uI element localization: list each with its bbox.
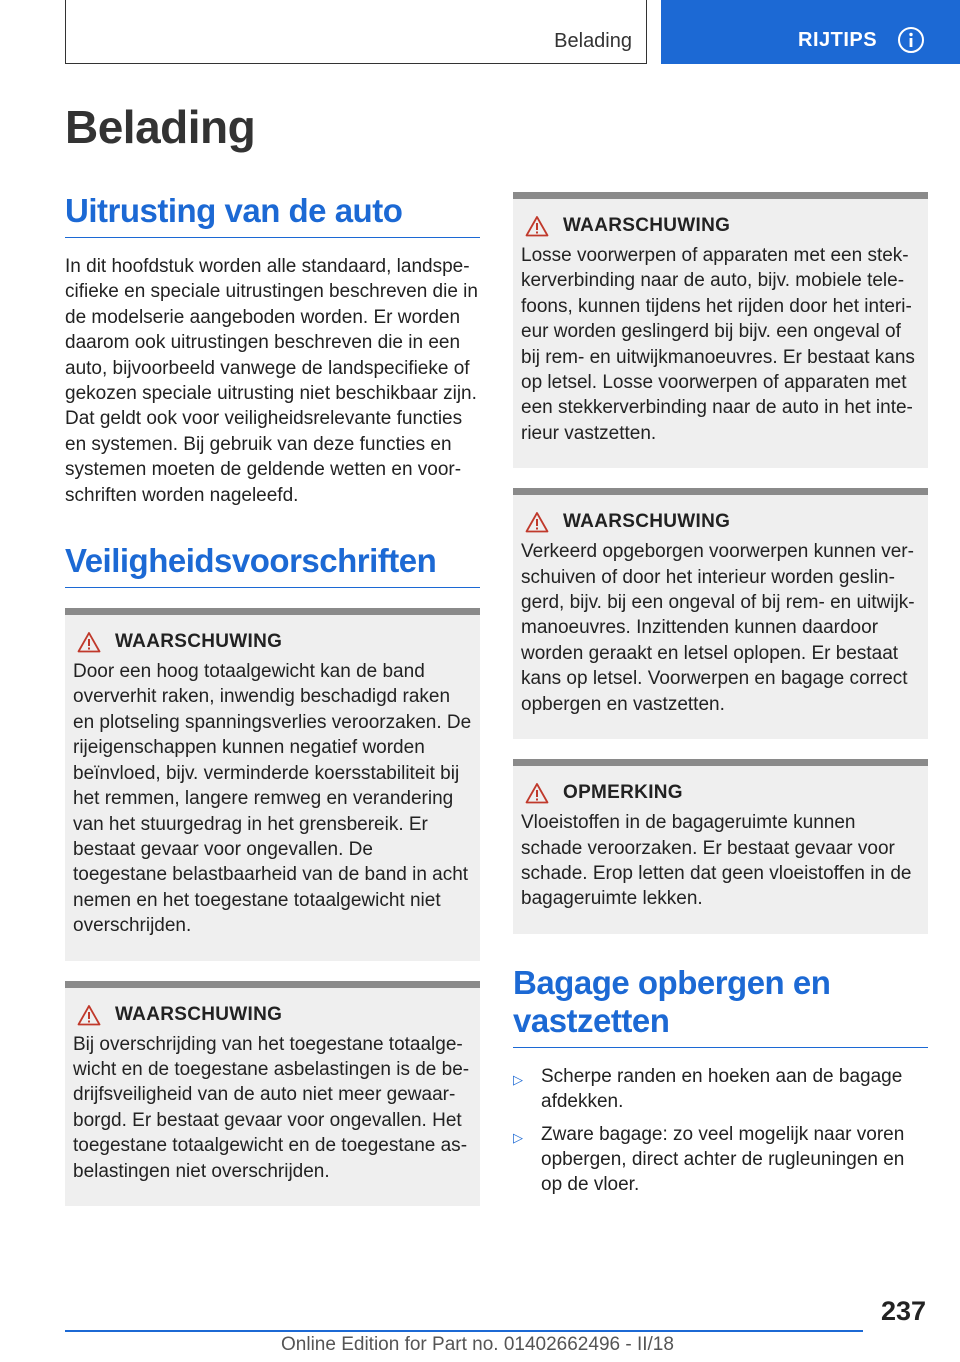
triangle-bullet-icon: ▷	[513, 1129, 523, 1145]
warning-text: Verkeerd opgeborgen voorwerpen kunnen verschuiven of door het interieur worden geslingerd, bijv. bij een ongeval of bij rem- en uitwijkmanoeuvres. Inzittenden kunnen daardoor worden geraakt en letsel oplopen. Er bestaat kans op letsel. Voorwerpen en bagage correct opbergen en vastzetten.	[521, 541, 915, 715]
section-heading-veiligheid: Veiligheidsvoorschriften	[65, 542, 480, 588]
intro-paragraph: In dit hoofdstuk worden alle standaard, landspecifieke en speciale uitrustingen beschreven die in de modelserie aangeboden worden. Er worden daarom ook uitrustingen beschreven die in een auto, bijvoorbeeld vanwege de landspecifieke of gekozen speciale uitrusting niet beschikbaar zijn. Dat geldt ook voor veiligheidsrelevante functies en systemen. Bij gebruik van deze functies en systemen moeten de geldende wetten en voorschriften worden nageleefd.	[65, 256, 478, 506]
triangle-bullet-icon: ▷	[513, 1071, 523, 1087]
warning-text: Losse voorwerpen of apparaten met een stekkerverbinding naar de auto, bijv. mobiele telefoons, kunnen tijdens het rijden door het interieur worden geslingerd bij bijv. een ongeval of bij rem- en uitwijkmanoeuvres. Er bestaat kans op letsel. Losse voorwerpen of apparaten met een stekkerverbinding naar de auto in het interieur vastzetten.	[521, 245, 915, 444]
warning-text: Bij overschrijding van het toegestane totaalgewicht en de toegestane asbelastingen is de bedrijfsveiligheid van de auto niet meer gewaarborgd. Er bestaat gevaar voor ongevallen. Het toegestane totaalgewicht en de toegestane asbelastingen niet overschrijden.	[73, 1033, 470, 1182]
section-heading-bagage: Bagage opbergen en vastzetten	[513, 964, 928, 1048]
note-text: Vloeistoffen in de bagageruimte kunnen schade veroorzaken. Er bestaat gevaar voor schade. Erop letten dat geen vloeistoffen in de bagageruimte lekken.	[521, 812, 912, 910]
info-icon	[897, 26, 925, 54]
note-box	[513, 759, 928, 934]
warning-triangle-icon	[77, 1004, 101, 1026]
warning-box	[65, 981, 480, 1206]
header-section-title: Belading	[554, 30, 632, 52]
page-title: Belading	[65, 101, 256, 153]
warning-title: WAARSCHUWING	[563, 215, 731, 236]
warning-triangle-icon	[525, 215, 549, 237]
warning-triangle-icon	[525, 511, 549, 533]
list-item	[513, 1122, 928, 1198]
list-item-text: Scherpe randen en hoeken aan de bagage afdekken.	[541, 1065, 903, 1113]
warning-box	[513, 488, 928, 739]
header-bar	[65, 0, 647, 64]
footer-divider	[65, 1330, 863, 1332]
warning-text: Door een hoog totaalgewicht kan de band oververhit raken, inwendig beschadigd raken en plotseling spanningsverlies veroorzaken. De rijeigenschappen kunnen negatief worden beïnvloed, bijv. verminderde koersstabiliteit bij het remmen, langere remweg en verandering van het stuurgedrag in het grensbereik. Er bestaat gevaar voor ongevallen. De toegestane belastbaarheid van de band in acht nemen en het toegestane totaalgewicht niet overschrijden.	[73, 661, 472, 937]
edition-footer: Online Edition for Part no. 01402662496 - II/18	[281, 1334, 674, 1355]
warning-box	[65, 608, 480, 960]
warning-title: WAARSCHUWING	[115, 631, 283, 653]
warning-title: WAARSCHUWING	[115, 1003, 283, 1025]
warning-box	[513, 192, 928, 468]
tips-label: RIJTIPS	[798, 29, 878, 51]
page-number: 237	[880, 1296, 926, 1326]
warning-triangle-icon	[77, 631, 101, 653]
warning-title: WAARSCHUWING	[563, 511, 731, 533]
section-heading-uitrusting: Uitrusting van de auto	[65, 192, 480, 238]
list-item-text: Zware bagage: zo veel mogelijk naar voren opbergen, direct achter de rugleuningen en op de vloer.	[541, 1123, 905, 1196]
tips-tab[interactable]	[661, 0, 960, 64]
list-item	[513, 1064, 928, 1115]
warning-triangle-icon	[525, 782, 549, 804]
right-column	[513, 192, 928, 1205]
note-title: OPMERKING	[563, 782, 683, 804]
left-column	[65, 192, 480, 1206]
bullet-list	[513, 1064, 928, 1198]
